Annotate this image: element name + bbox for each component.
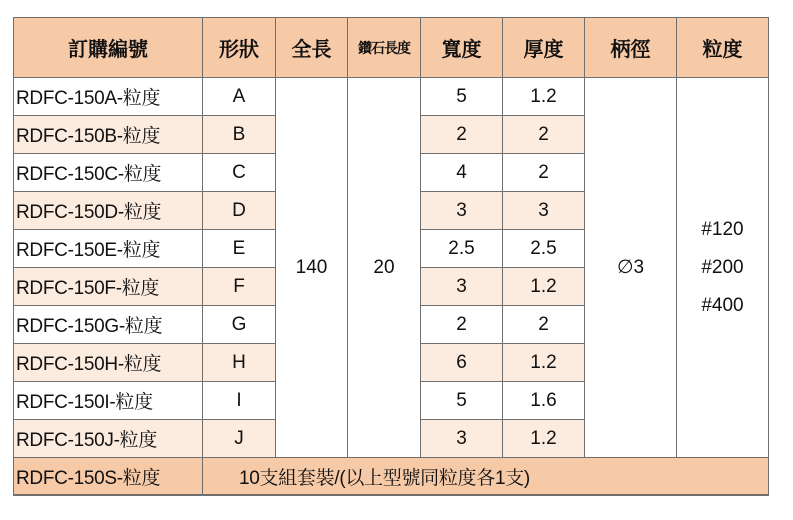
width-cell: 5 [421, 382, 503, 420]
set-order-code-cell: RDFC-150S-粒度 [14, 458, 203, 496]
shape-cell: J [203, 420, 276, 458]
header-width: 寬度 [421, 18, 503, 78]
shape-cell: I [203, 382, 276, 420]
header-thickness: 厚度 [503, 18, 585, 78]
thickness-cell: 1.2 [503, 344, 585, 382]
width-cell: 4 [421, 154, 503, 192]
thickness-cell: 2.5 [503, 230, 585, 268]
shape-cell: D [203, 192, 276, 230]
shape-cell: B [203, 116, 276, 154]
diamond-length-cell: 20 [348, 78, 421, 458]
thickness-cell: 2 [503, 154, 585, 192]
grit-value: #120 [701, 218, 744, 240]
order-code-cell: RDFC-150E-粒度 [14, 230, 203, 268]
header-grit: 粒度 [677, 18, 769, 78]
shape-cell: E [203, 230, 276, 268]
order-code-cell: RDFC-150C-粒度 [14, 154, 203, 192]
shape-cell: G [203, 306, 276, 344]
order-code-cell: RDFC-150I-粒度 [14, 382, 203, 420]
header-total-length: 全長 [276, 18, 348, 78]
order-code-cell: RDFC-150H-粒度 [14, 344, 203, 382]
width-cell: 3 [421, 420, 503, 458]
grit-value: #400 [701, 294, 744, 316]
width-cell: 2 [421, 306, 503, 344]
table-row [14, 78, 769, 116]
thickness-cell: 3 [503, 192, 585, 230]
width-cell: 3 [421, 268, 503, 306]
order-code-cell: RDFC-150F-粒度 [14, 268, 203, 306]
header-shape: 形狀 [203, 18, 276, 78]
width-cell: 2.5 [421, 230, 503, 268]
order-code-cell: RDFC-150G-粒度 [14, 306, 203, 344]
thickness-cell: 1.6 [503, 382, 585, 420]
thickness-cell: 1.2 [503, 268, 585, 306]
header-row [14, 18, 769, 78]
width-cell: 6 [421, 344, 503, 382]
order-code-cell: RDFC-150D-粒度 [14, 192, 203, 230]
total-length-cell: 140 [276, 78, 348, 458]
shape-cell: A [203, 78, 276, 116]
spec-table [13, 17, 769, 496]
shape-cell: F [203, 268, 276, 306]
shape-cell: C [203, 154, 276, 192]
grit-value: #200 [701, 256, 744, 278]
set-description-cell: 10支組套裝/(以上型號同粒度各1支) [203, 458, 769, 496]
shape-cell: H [203, 344, 276, 382]
width-cell: 2 [421, 116, 503, 154]
shank-diameter-cell: ∅3 [585, 78, 677, 458]
header-shank-diameter: 柄徑 [585, 18, 677, 78]
order-code-cell: RDFC-150J-粒度 [14, 420, 203, 458]
thickness-cell: 2 [503, 306, 585, 344]
width-cell: 5 [421, 78, 503, 116]
set-row [14, 458, 769, 496]
header-diamond-length: 鑽石長度 [348, 18, 421, 78]
order-code-cell: RDFC-150A-粒度 [14, 78, 203, 116]
thickness-cell: 1.2 [503, 420, 585, 458]
header-order-code: 訂購編號 [14, 18, 203, 78]
order-code-cell: RDFC-150B-粒度 [14, 116, 203, 154]
width-cell: 3 [421, 192, 503, 230]
thickness-cell: 1.2 [503, 78, 585, 116]
thickness-cell: 2 [503, 116, 585, 154]
grit-list-cell [677, 78, 769, 458]
